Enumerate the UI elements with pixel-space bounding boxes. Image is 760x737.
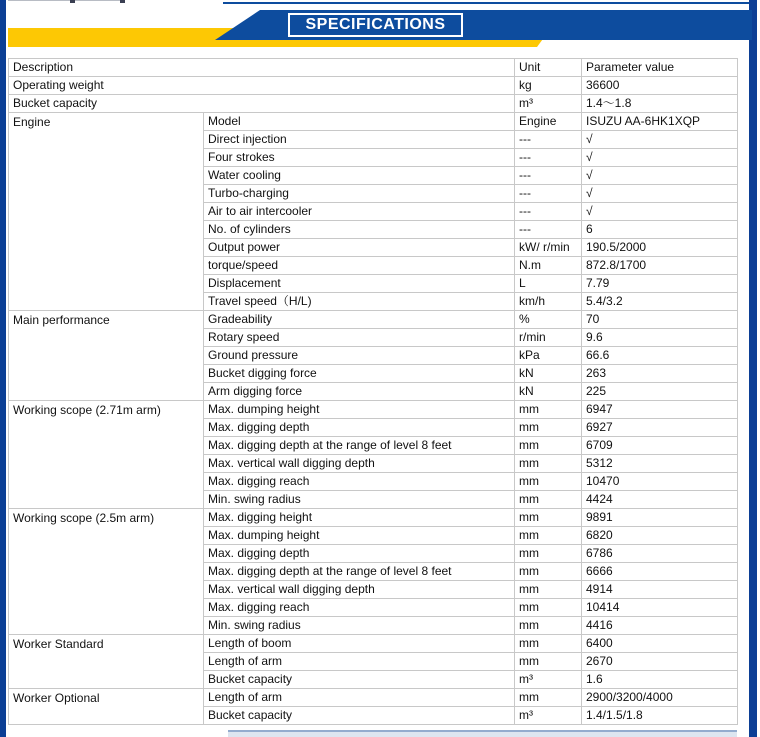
specifications-table bbox=[8, 58, 738, 725]
item-cell: Turbo-charging bbox=[204, 185, 515, 203]
unit-cell: mm bbox=[515, 653, 582, 671]
unit-cell: mm bbox=[515, 437, 582, 455]
value-cell: √ bbox=[582, 185, 738, 203]
unit-cell: m³ bbox=[515, 707, 582, 725]
item-cell: Gradeability bbox=[204, 311, 515, 329]
value-cell: 5.4/3.2 bbox=[582, 293, 738, 311]
item-cell: Rotary speed bbox=[204, 329, 515, 347]
value-cell: 2670 bbox=[582, 653, 738, 671]
group-cell: Main performance bbox=[9, 311, 204, 401]
table-header-row bbox=[9, 59, 738, 77]
item-cell: Ground pressure bbox=[204, 347, 515, 365]
unit-cell: kg bbox=[515, 77, 582, 95]
item-cell: Bucket capacity bbox=[204, 707, 515, 725]
value-cell: 4416 bbox=[582, 617, 738, 635]
value-cell: 9.6 bbox=[582, 329, 738, 347]
value-cell: √ bbox=[582, 167, 738, 185]
value-cell: 6947 bbox=[582, 401, 738, 419]
value-cell: √ bbox=[582, 131, 738, 149]
unit-cell: --- bbox=[515, 131, 582, 149]
item-cell: Max. digging depth at the range of level 8 feet bbox=[204, 437, 515, 455]
unit-cell: L bbox=[515, 275, 582, 293]
table-row bbox=[9, 311, 738, 329]
item-cell: Length of arm bbox=[204, 653, 515, 671]
value-cell: 7.79 bbox=[582, 275, 738, 293]
item-cell: Travel speed（H/L) bbox=[204, 293, 515, 311]
group-cell: Engine bbox=[9, 113, 204, 311]
item-cell: Air to air intercooler bbox=[204, 203, 515, 221]
description-cell: Bucket capacity bbox=[9, 95, 515, 113]
item-cell: Displacement bbox=[204, 275, 515, 293]
value-cell: 6400 bbox=[582, 635, 738, 653]
item-cell: Max. vertical wall digging depth bbox=[204, 581, 515, 599]
item-cell: Max. dumping height bbox=[204, 527, 515, 545]
unit-cell: r/min bbox=[515, 329, 582, 347]
cropped-top-line bbox=[8, 0, 125, 1]
item-cell: Max. digging depth bbox=[204, 419, 515, 437]
value-cell: 6666 bbox=[582, 563, 738, 581]
group-cell: Worker Standard bbox=[9, 635, 204, 689]
unit-cell: N.m bbox=[515, 257, 582, 275]
item-cell: Length of arm bbox=[204, 689, 515, 707]
unit-cell: --- bbox=[515, 203, 582, 221]
value-cell: 4424 bbox=[582, 491, 738, 509]
table-row bbox=[9, 77, 738, 95]
unit-cell: --- bbox=[515, 167, 582, 185]
value-cell: 2900/3200/4000 bbox=[582, 689, 738, 707]
cropped-bottom-bar bbox=[228, 730, 737, 737]
col-header-value: Parameter value bbox=[582, 59, 738, 77]
value-cell: 1.4/1.5/1.8 bbox=[582, 707, 738, 725]
value-cell: 10470 bbox=[582, 473, 738, 491]
table-row bbox=[9, 95, 738, 113]
value-cell: √ bbox=[582, 149, 738, 167]
unit-cell: mm bbox=[515, 581, 582, 599]
unit-cell: --- bbox=[515, 221, 582, 239]
item-cell: Arm digging force bbox=[204, 383, 515, 401]
value-cell: 70 bbox=[582, 311, 738, 329]
group-cell: Working scope (2.5m arm) bbox=[9, 509, 204, 635]
value-cell: 10414 bbox=[582, 599, 738, 617]
unit-cell: mm bbox=[515, 599, 582, 617]
value-cell: 263 bbox=[582, 365, 738, 383]
description-cell: Operating weight bbox=[9, 77, 515, 95]
unit-cell: mm bbox=[515, 545, 582, 563]
unit-cell: km/h bbox=[515, 293, 582, 311]
table-row bbox=[9, 401, 738, 419]
item-cell: Bucket capacity bbox=[204, 671, 515, 689]
value-cell: ISUZU AA-6HK1XQP bbox=[582, 113, 738, 131]
item-cell: Max. digging depth bbox=[204, 545, 515, 563]
item-cell: Four strokes bbox=[204, 149, 515, 167]
unit-cell: % bbox=[515, 311, 582, 329]
table-row bbox=[9, 689, 738, 707]
unit-cell: Engine bbox=[515, 113, 582, 131]
cropped-top-fragment bbox=[120, 0, 125, 3]
item-cell: Min. swing radius bbox=[204, 617, 515, 635]
value-cell: 6927 bbox=[582, 419, 738, 437]
unit-cell: m³ bbox=[515, 671, 582, 689]
value-cell: 5312 bbox=[582, 455, 738, 473]
item-cell: Output power bbox=[204, 239, 515, 257]
page-left-border bbox=[0, 0, 6, 737]
value-cell: 225 bbox=[582, 383, 738, 401]
value-cell: 1.4～1.8 bbox=[582, 95, 738, 113]
unit-cell: mm bbox=[515, 455, 582, 473]
unit-cell: mm bbox=[515, 419, 582, 437]
unit-cell: mm bbox=[515, 563, 582, 581]
value-cell: 190.5/2000 bbox=[582, 239, 738, 257]
value-cell: √ bbox=[582, 203, 738, 221]
value-cell: 66.6 bbox=[582, 347, 738, 365]
value-cell: 6820 bbox=[582, 527, 738, 545]
unit-cell: mm bbox=[515, 473, 582, 491]
item-cell: Min. swing radius bbox=[204, 491, 515, 509]
item-cell: Direct injection bbox=[204, 131, 515, 149]
value-cell: 1.6 bbox=[582, 671, 738, 689]
item-cell: Length of boom bbox=[204, 635, 515, 653]
table-row bbox=[9, 113, 738, 131]
unit-cell: m³ bbox=[515, 95, 582, 113]
value-cell: 4914 bbox=[582, 581, 738, 599]
item-cell: Model bbox=[204, 113, 515, 131]
unit-cell: mm bbox=[515, 617, 582, 635]
value-cell: 6786 bbox=[582, 545, 738, 563]
unit-cell: mm bbox=[515, 509, 582, 527]
group-cell: Working scope (2.71m arm) bbox=[9, 401, 204, 509]
item-cell: Max. digging reach bbox=[204, 473, 515, 491]
unit-cell: mm bbox=[515, 401, 582, 419]
item-cell: Max. dumping height bbox=[204, 401, 515, 419]
col-header-unit: Unit bbox=[515, 59, 582, 77]
unit-cell: --- bbox=[515, 185, 582, 203]
spec-table-body bbox=[9, 59, 738, 725]
unit-cell: mm bbox=[515, 635, 582, 653]
banner-title-box bbox=[288, 13, 463, 37]
value-cell: 872.8/1700 bbox=[582, 257, 738, 275]
item-cell: torque/speed bbox=[204, 257, 515, 275]
item-cell: No. of cylinders bbox=[204, 221, 515, 239]
unit-cell: mm bbox=[515, 527, 582, 545]
table-row bbox=[9, 635, 738, 653]
item-cell: Max. digging height bbox=[204, 509, 515, 527]
cropped-banner-top-edge bbox=[223, 2, 749, 4]
value-cell: 9891 bbox=[582, 509, 738, 527]
item-cell: Bucket digging force bbox=[204, 365, 515, 383]
unit-cell: mm bbox=[515, 689, 582, 707]
col-header-description: Description bbox=[9, 59, 515, 77]
item-cell: Max. digging reach bbox=[204, 599, 515, 617]
page-title: SPECIFICATIONS bbox=[305, 16, 446, 33]
unit-cell: kW/ r/min bbox=[515, 239, 582, 257]
unit-cell: kN bbox=[515, 365, 582, 383]
value-cell: 6709 bbox=[582, 437, 738, 455]
group-cell: Worker Optional bbox=[9, 689, 204, 725]
table-row bbox=[9, 509, 738, 527]
unit-cell: mm bbox=[515, 491, 582, 509]
cropped-top-fragment bbox=[70, 0, 75, 3]
value-cell: 6 bbox=[582, 221, 738, 239]
value-cell: 36600 bbox=[582, 77, 738, 95]
unit-cell: kPa bbox=[515, 347, 582, 365]
item-cell: Water cooling bbox=[204, 167, 515, 185]
item-cell: Max. vertical wall digging depth bbox=[204, 455, 515, 473]
unit-cell: kN bbox=[515, 383, 582, 401]
item-cell: Max. digging depth at the range of level 8 feet bbox=[204, 563, 515, 581]
unit-cell: --- bbox=[515, 149, 582, 167]
page-right-border bbox=[749, 0, 757, 737]
